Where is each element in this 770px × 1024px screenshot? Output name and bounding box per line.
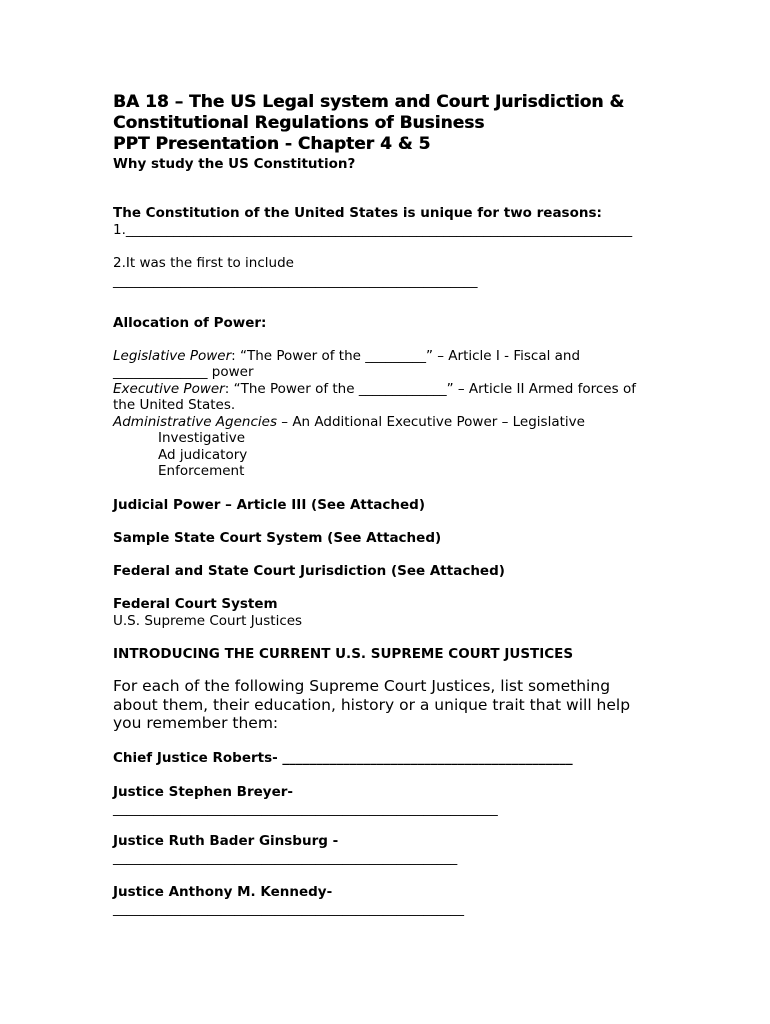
instructions-paragraph: For each of the following Supreme Court Justices, list something about them, their education, history or a unique trait that will help you remember them: bbox=[113, 677, 631, 732]
legislative-power-line-2: ______________ power bbox=[113, 364, 254, 380]
federal-court-subtext: U.S. Supreme Court Justices bbox=[113, 612, 303, 629]
justice-kennedy-label: Justice Anthony M. Kennedy- bbox=[113, 883, 333, 900]
why-heading: Why study the US Constitution? bbox=[113, 156, 356, 172]
justice-kennedy-blank: ____________________________________________________ bbox=[113, 900, 464, 917]
executive-power-line bbox=[113, 381, 673, 398]
legislative-power-line bbox=[113, 348, 673, 365]
federal-state-jurisdiction-heading: Federal and State Court Jurisdiction (See Attached) bbox=[113, 562, 505, 579]
justice-ginsburg-label: Justice Ruth Bader Ginsburg - bbox=[113, 833, 339, 849]
justice-breyer-blank: _________________________________________________________ bbox=[113, 800, 498, 817]
unique-heading: The Constitution of the United States is unique for two reasons: bbox=[113, 205, 602, 221]
agency-power-item: Enforcement bbox=[158, 463, 245, 479]
unique-item-2: 2.It was the first to include bbox=[113, 254, 294, 271]
document-title bbox=[113, 92, 673, 155]
administrative-agencies-text: – An Additional Executive Power – Legislative bbox=[276, 413, 585, 430]
federal-court-heading: Federal Court System bbox=[113, 595, 278, 612]
legislative-power-text: : “The Power of the _________” – Article I - Fiscal and bbox=[231, 347, 581, 364]
judicial-power-heading: Judicial Power – Article III (See Attached) bbox=[113, 496, 426, 513]
justice-roberts-line: Chief Justice Roberts- ___________________________________________ bbox=[113, 749, 573, 766]
executive-power-line-2: the United States. bbox=[113, 397, 236, 413]
legislative-power-label: Legislative Power bbox=[113, 347, 232, 364]
unique-item-2-blank: ______________________________________________________ bbox=[113, 273, 478, 289]
introducing-heading: INTRODUCING THE CURRENT U.S. SUPREME COURT JUSTICES bbox=[113, 646, 574, 662]
title-line-3: PPT Presentation - Chapter 4 & 5 bbox=[113, 134, 431, 154]
title-line-1: BA 18 – The US Legal system and Court Jurisdiction & bbox=[113, 92, 625, 112]
administrative-agencies-label: Administrative Agencies bbox=[113, 413, 277, 430]
allocation-heading: Allocation of Power: bbox=[113, 314, 267, 331]
administrative-agencies-line bbox=[113, 414, 673, 431]
executive-power-label: Executive Power bbox=[113, 380, 225, 397]
justice-ginsburg-blank: ___________________________________________________ bbox=[113, 850, 458, 866]
executive-power-text: : “The Power of the _____________” – Article II Armed forces of bbox=[224, 380, 636, 397]
document-page bbox=[113, 92, 673, 917]
agency-power-item: Ad judicatory bbox=[158, 446, 248, 463]
justice-breyer-label: Justice Stephen Breyer- bbox=[113, 783, 294, 800]
unique-item-1: 1.___________________________________________________________________________ bbox=[113, 222, 633, 238]
sample-state-court-heading: Sample State Court System (See Attached) bbox=[113, 529, 442, 546]
agency-power-item: Investigative bbox=[158, 430, 246, 446]
title-line-2: Constitutional Regulations of Business bbox=[113, 113, 485, 133]
